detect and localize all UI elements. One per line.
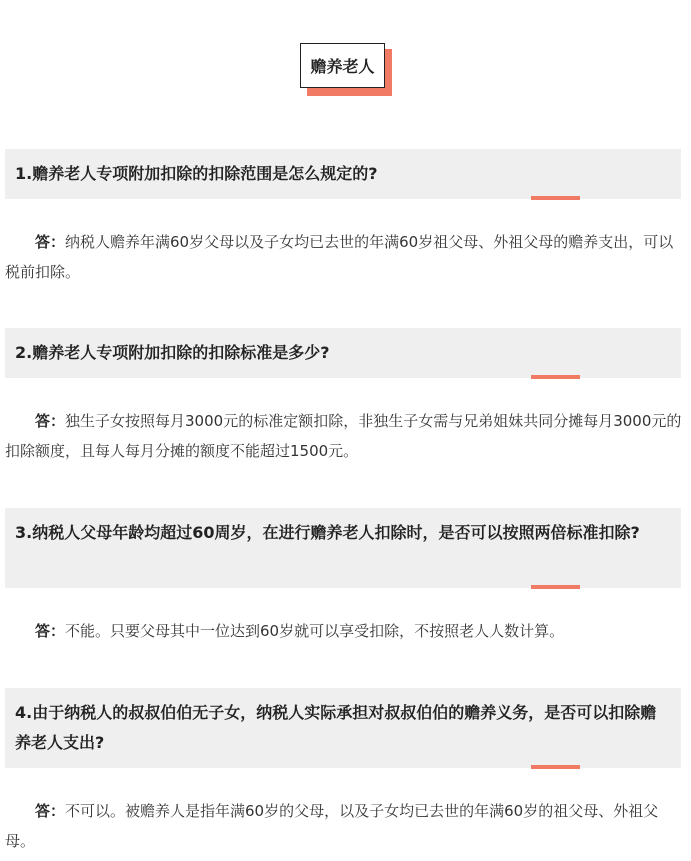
answer-4-label: 答：: [35, 802, 66, 820]
answer-4-text: 不可以。被赡养人是指年满60岁的父母，以及子女均已去世的年满60岁的祖父母、外祖父母。: [5, 802, 659, 850]
answer-3-text: 不能。只要父母其中一位达到60岁就可以享受扣除，不按照老人人数计算。: [65, 622, 565, 640]
question-4: 4.由于纳税人的叔叔伯伯无子女，纳税人实际承担对叔叔伯伯的赡养义务，是否可以扣除赡养老人支出?: [5, 688, 681, 768]
question-1-accent: [531, 196, 580, 200]
answer-1-text: 纳税人赡养年满60岁父母以及子女均已去世的年满60岁祖父母、外祖父母的赡养支出，可以税前扣除。: [5, 233, 674, 281]
question-2-accent: [531, 375, 580, 379]
question-4-accent: [531, 765, 580, 769]
answer-2: [5, 406, 685, 466]
title-badge: [300, 43, 392, 96]
answer-1-label: 答：: [35, 233, 66, 251]
answer-3-label: 答：: [35, 622, 66, 640]
question-3-accent: [531, 585, 580, 589]
page-title: 赡养老人: [300, 43, 385, 88]
answer-4: [5, 796, 685, 856]
answer-1: [5, 227, 685, 287]
question-1: 1.赡养老人专项附加扣除的扣除范围是怎么规定的?: [5, 149, 681, 199]
answer-2-text: 独生子女按照每月3000元的标准定额扣除，非独生子女需与兄弟姐妹共同分摊每月3000元的扣除额度，且每人每月分摊的额度不能超过1500元。: [5, 412, 682, 460]
answer-2-label: 答：: [35, 412, 66, 430]
question-3: 3.纳税人父母年龄均超过60周岁，在进行赡养老人扣除时，是否可以按照两倍标准扣除?: [5, 508, 681, 588]
answer-3: [5, 616, 685, 646]
question-2: 2.赡养老人专项附加扣除的扣除标准是多少?: [5, 328, 681, 378]
